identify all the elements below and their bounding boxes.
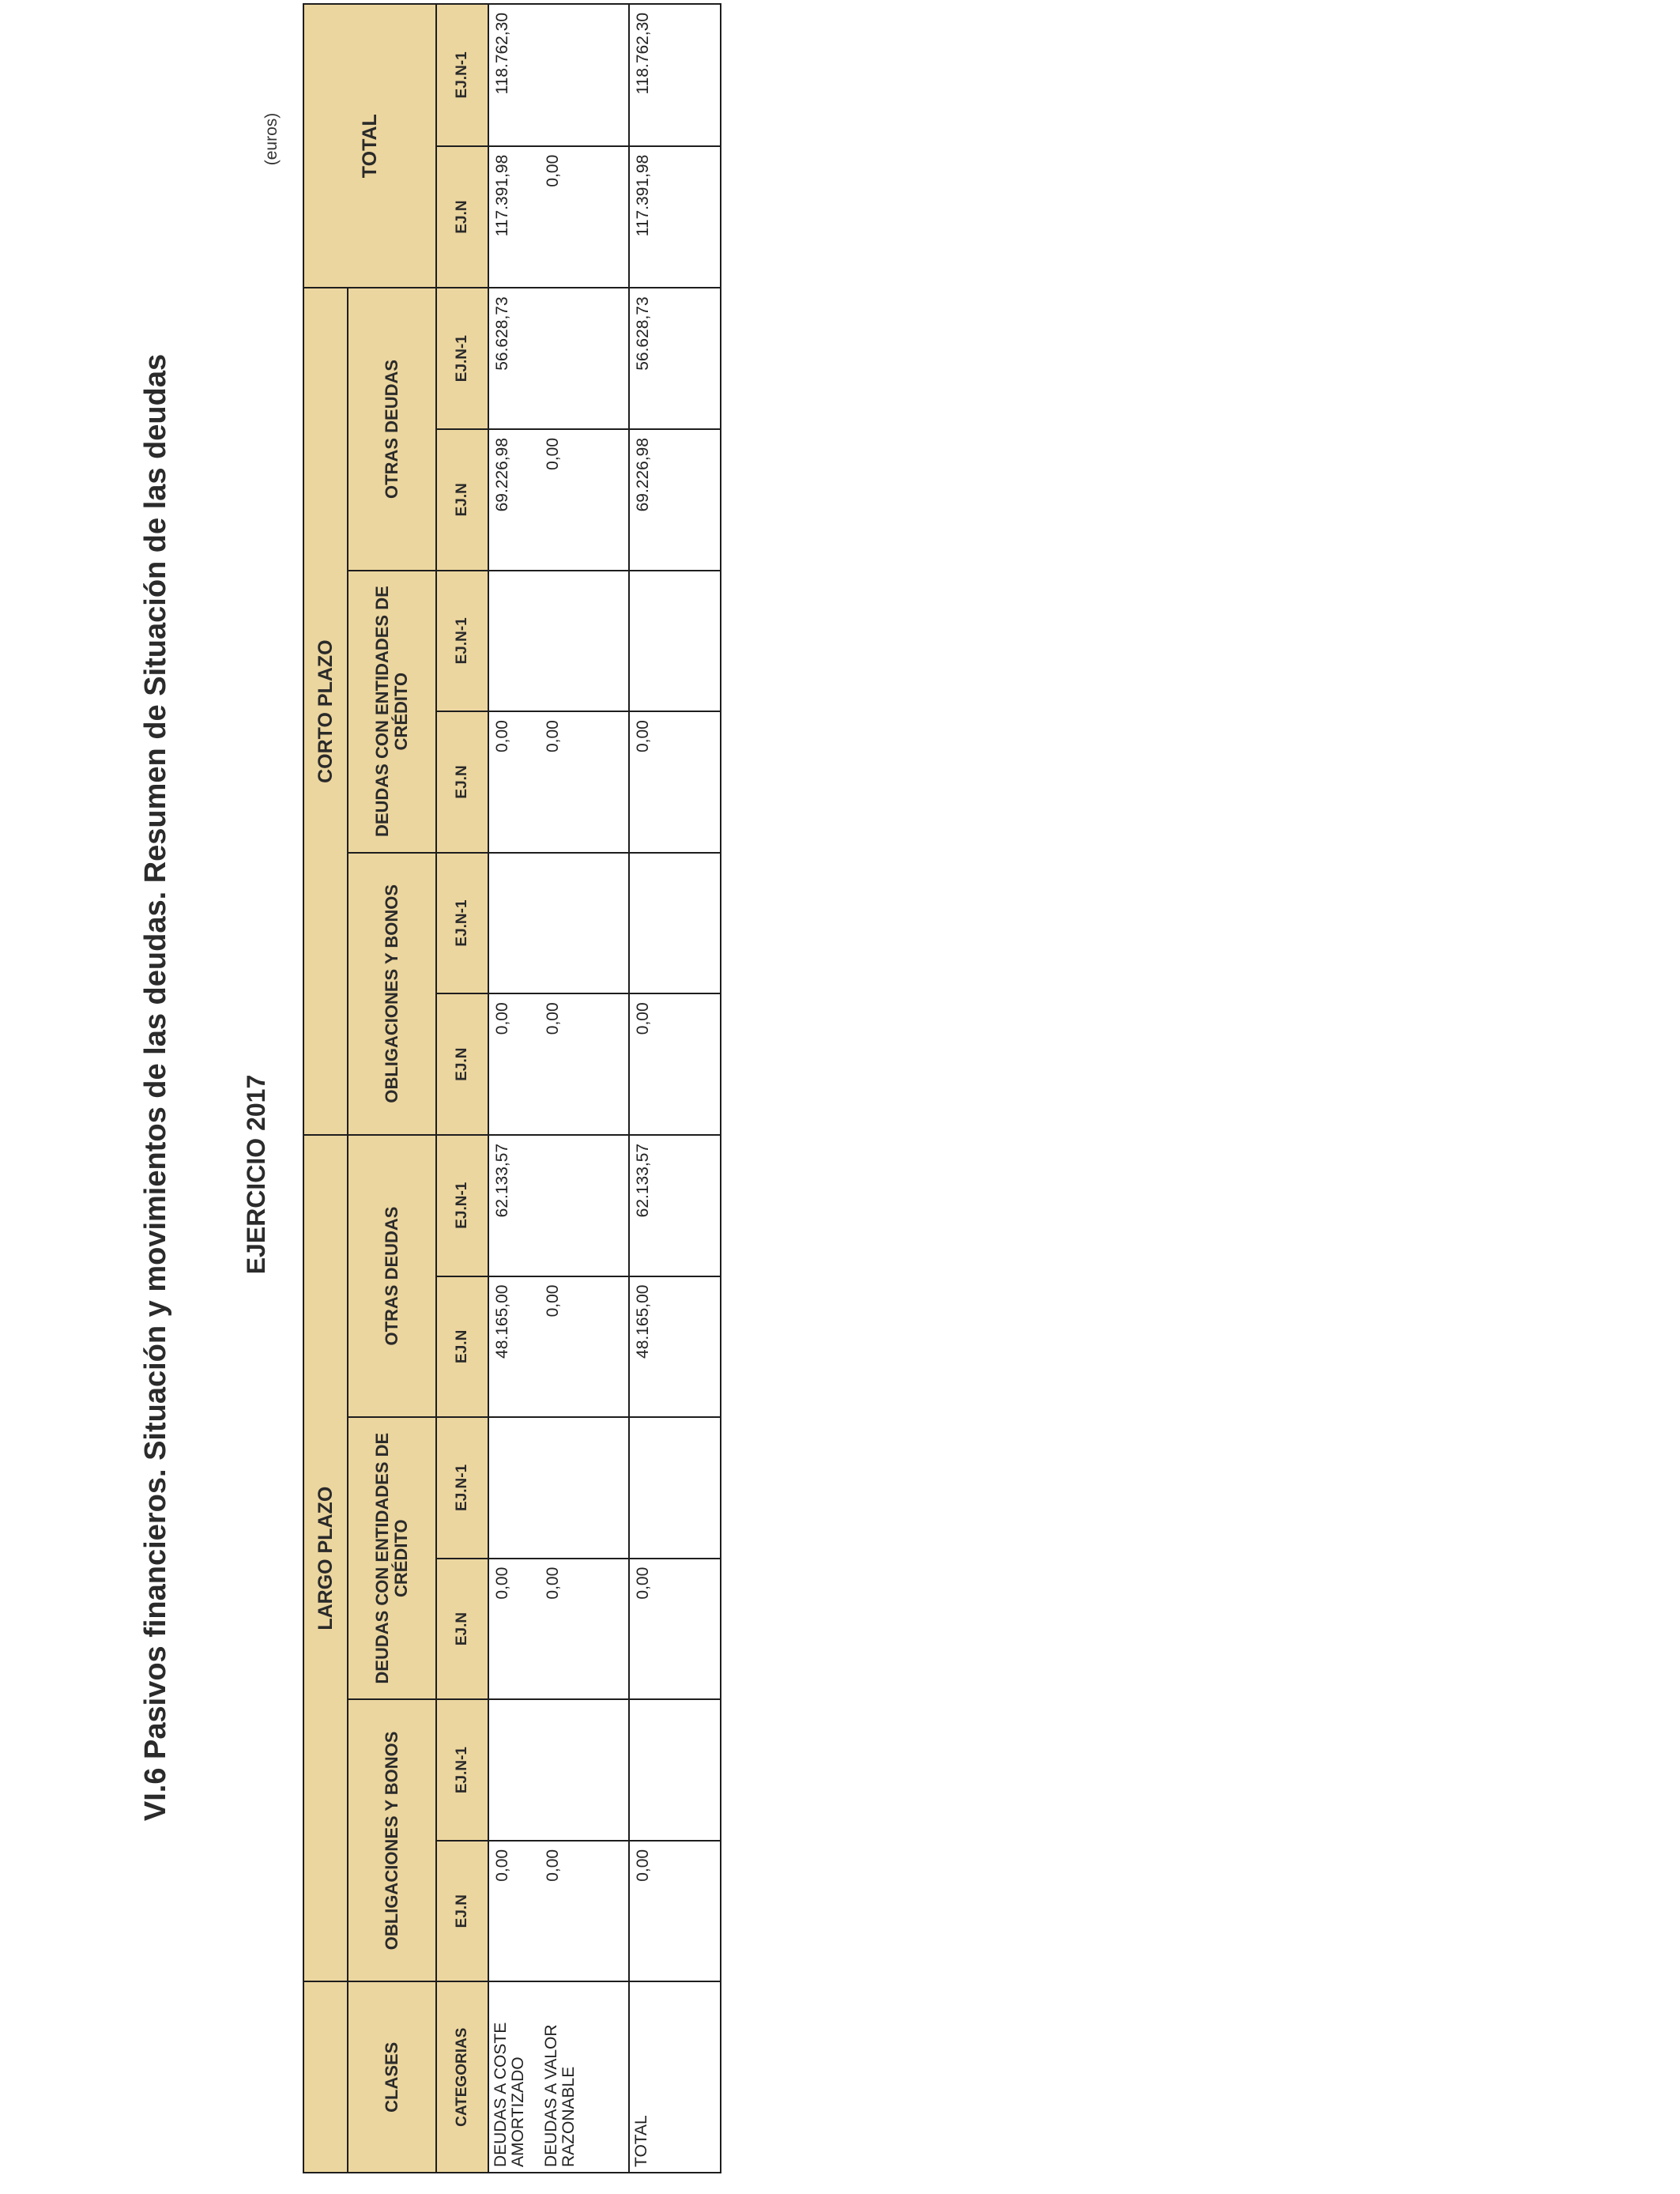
value: 69.226,98 xyxy=(493,437,511,512)
exercise-title: EJERCICIO 2017 xyxy=(242,1074,270,1275)
total-ejn xyxy=(488,146,629,288)
total-lp-otras-ejn: 48.165,00 xyxy=(629,1276,721,1418)
cp-credito-ejn xyxy=(488,711,629,853)
value xyxy=(544,1708,595,1835)
value xyxy=(544,1426,595,1553)
debt-summary-table xyxy=(303,3,721,2173)
value: 0,00 xyxy=(544,1849,562,1882)
lp-otras-ejn xyxy=(488,1276,629,1418)
total-cp-obligaciones-ejn1 xyxy=(629,853,721,994)
header-ejn: EJ.N xyxy=(436,1276,488,1418)
value xyxy=(494,1426,544,1553)
header-corto-plazo: CORTO PLAZO xyxy=(303,288,348,1135)
value xyxy=(544,296,595,424)
category-total: TOTAL xyxy=(629,1981,721,2173)
value: 0,00 xyxy=(544,154,562,187)
header-clases: CLASES xyxy=(348,1981,436,2173)
header-total: TOTAL xyxy=(303,4,436,288)
value xyxy=(544,579,595,707)
total-lp-obligaciones-ejn: 0,00 xyxy=(629,1841,721,1982)
category-valor-razonable: DEUDAS A VALOR RAZONABLE xyxy=(542,2024,578,2167)
header-blank xyxy=(303,1981,348,2173)
units-note: (euros) xyxy=(262,112,281,166)
header-ejn: EJ.N xyxy=(436,1559,488,1700)
value: 118.762,30 xyxy=(493,13,511,95)
header-cp-otras-deudas: OTRAS DEUDAS xyxy=(348,288,436,570)
table-row-total xyxy=(629,4,721,2173)
total-total-ejn: 117.391,98 xyxy=(629,146,721,288)
category-coste-amortizado: DEUDAS A COSTE AMORTIZADO xyxy=(492,2022,527,2167)
header-ejn: EJ.N xyxy=(436,429,488,571)
total-lp-obligaciones-ejn1 xyxy=(629,1699,721,1841)
lp-obligaciones-ejn xyxy=(488,1841,629,1982)
header-ejn: EJ.N xyxy=(436,146,488,288)
total-cp-credito-ejn: 0,00 xyxy=(629,711,721,853)
header-ejn: EJ.N xyxy=(436,711,488,853)
cp-obligaciones-ejn xyxy=(488,993,629,1135)
value xyxy=(494,1708,544,1835)
value: 0,00 xyxy=(493,1849,511,1882)
value xyxy=(544,13,595,141)
header-cp-deudas-credito: DEUDAS CON ENTIDADES DE CRÉDITO xyxy=(348,571,436,853)
value: 0,00 xyxy=(544,437,562,470)
lp-credito-ejn xyxy=(488,1559,629,1700)
value: 117.391,98 xyxy=(493,154,511,237)
page-title: VI.6 Pasivos financieros. Situación y movimientos de las deudas. Resumen de Situación de las deudas xyxy=(139,353,172,1822)
table-row-body xyxy=(488,4,629,2173)
total-total-ejn1: 118.762,30 xyxy=(629,4,721,146)
value: 0,00 xyxy=(544,1566,562,1600)
value xyxy=(544,861,595,989)
value: 62.133,57 xyxy=(493,1143,511,1218)
cp-otras-ejn xyxy=(488,429,629,571)
header-ejn1: EJ.N-1 xyxy=(436,288,488,429)
lp-credito-ejn1 xyxy=(488,1417,629,1559)
total-cp-obligaciones-ejn: 0,00 xyxy=(629,993,721,1135)
header-largo-plazo: LARGO PLAZO xyxy=(303,1135,348,1982)
lp-otras-ejn1 xyxy=(488,1135,629,1276)
total-lp-credito-ejn1 xyxy=(629,1417,721,1559)
value xyxy=(494,861,544,989)
value xyxy=(494,579,544,707)
value: 0,00 xyxy=(493,720,511,753)
header-ejn1: EJ.N-1 xyxy=(436,4,488,146)
value: 0,00 xyxy=(493,1566,511,1600)
total-cp-otras-ejn: 69.226,98 xyxy=(629,429,721,571)
header-ejn1: EJ.N-1 xyxy=(436,1135,488,1276)
total-cp-credito-ejn1 xyxy=(629,571,721,712)
cp-otras-ejn1 xyxy=(488,288,629,429)
value: 0,00 xyxy=(493,1002,511,1035)
value: 48.165,00 xyxy=(493,1284,511,1359)
cp-obligaciones-ejn1 xyxy=(488,853,629,994)
header-lp-otras-deudas: OTRAS DEUDAS xyxy=(348,1135,436,1417)
value: 0,00 xyxy=(544,720,562,753)
total-ejn1 xyxy=(488,4,629,146)
value: 0,00 xyxy=(544,1284,562,1318)
header-ejn: EJ.N xyxy=(436,993,488,1135)
category-cell xyxy=(488,1981,629,2173)
header-ejn1: EJ.N-1 xyxy=(436,1699,488,1841)
lp-obligaciones-ejn1 xyxy=(488,1699,629,1841)
header-ejn1: EJ.N-1 xyxy=(436,853,488,994)
value: 0,00 xyxy=(544,1002,562,1035)
total-cp-otras-ejn1: 56.628,73 xyxy=(629,288,721,429)
header-lp-deudas-credito: DEUDAS CON ENTIDADES DE CRÉDITO xyxy=(348,1417,436,1699)
header-cp-obligaciones: OBLIGACIONES Y BONOS xyxy=(348,853,436,1135)
header-lp-obligaciones: OBLIGACIONES Y BONOS xyxy=(348,1699,436,1981)
cp-credito-ejn1 xyxy=(488,571,629,712)
total-lp-otras-ejn1: 62.133,57 xyxy=(629,1135,721,1276)
value xyxy=(544,1144,595,1271)
header-categorias: CATEGORIAS xyxy=(436,1981,488,2173)
value: 56.628,73 xyxy=(493,296,511,371)
header-ejn1: EJ.N-1 xyxy=(436,1417,488,1559)
total-lp-credito-ejn: 0,00 xyxy=(629,1559,721,1700)
header-ejn: EJ.N xyxy=(436,1841,488,1982)
header-ejn1: EJ.N-1 xyxy=(436,571,488,712)
